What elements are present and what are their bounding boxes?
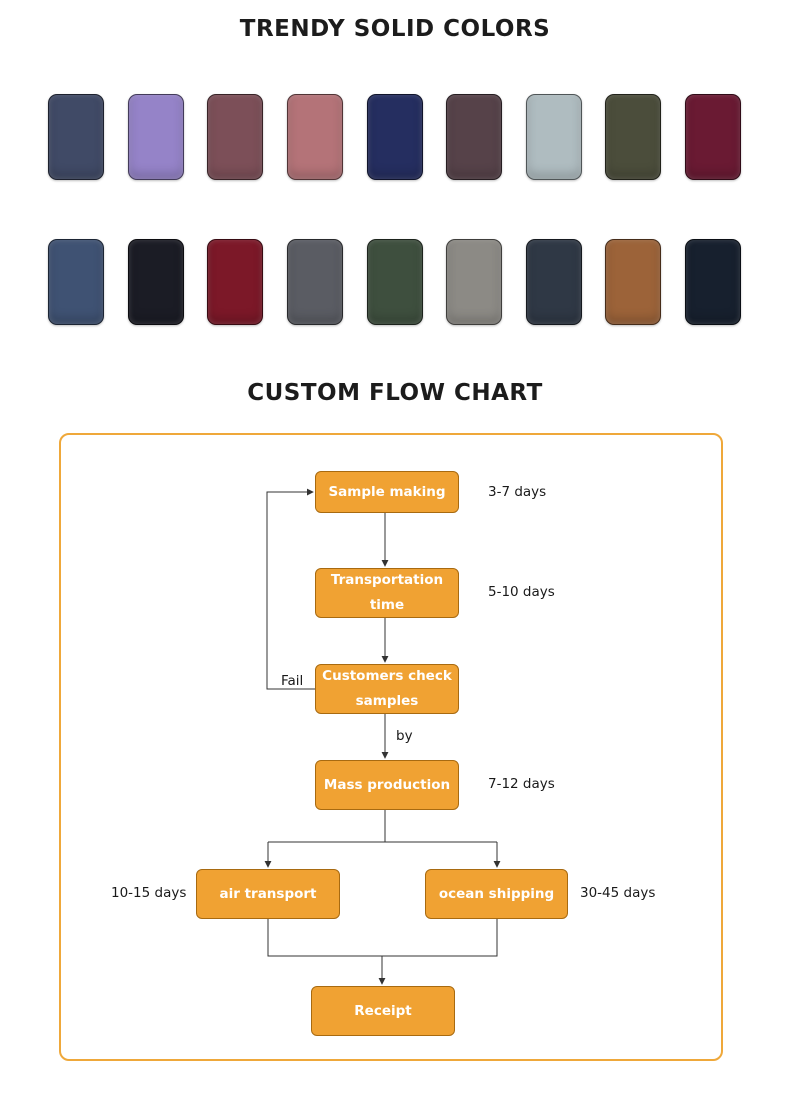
- pass-label: by: [396, 728, 413, 744]
- node-ocean-shipping: [425, 869, 568, 919]
- node-air-transport-label: air transport: [219, 885, 317, 902]
- node-mass-production-label: Mass production: [323, 776, 451, 793]
- node-air-transport: [196, 869, 340, 919]
- merge-line: [268, 919, 497, 956]
- node-transportation-label-2: time: [369, 597, 405, 613]
- node-receipt: [311, 986, 455, 1036]
- fail-loop-line: [267, 492, 315, 689]
- duration-ocean: 30-45 days: [580, 885, 656, 901]
- node-sample-making-label: Sample making: [328, 483, 446, 500]
- flow-section-title: CUSTOM FLOW CHART: [247, 380, 543, 406]
- node-check-label-1: Customers check: [322, 668, 452, 684]
- duration-mass: 7-12 days: [488, 776, 555, 792]
- colors-section-title: TRENDY SOLID COLORS: [239, 16, 551, 42]
- duration-sample: 3-7 days: [488, 484, 547, 500]
- node-customers-check: [315, 664, 459, 714]
- node-ocean-shipping-label: ocean shipping: [438, 885, 555, 902]
- duration-transport: 5-10 days: [488, 584, 555, 600]
- node-receipt-label: Receipt: [354, 1002, 412, 1019]
- node-transportation-time: [315, 568, 459, 618]
- node-check-label-2: samples: [355, 693, 419, 709]
- node-sample-making: [315, 471, 459, 513]
- node-transportation-label-1: Transportation: [330, 572, 444, 588]
- fail-label: Fail: [281, 673, 304, 689]
- duration-air: 10-15 days: [111, 885, 187, 901]
- node-mass-production: [315, 760, 459, 810]
